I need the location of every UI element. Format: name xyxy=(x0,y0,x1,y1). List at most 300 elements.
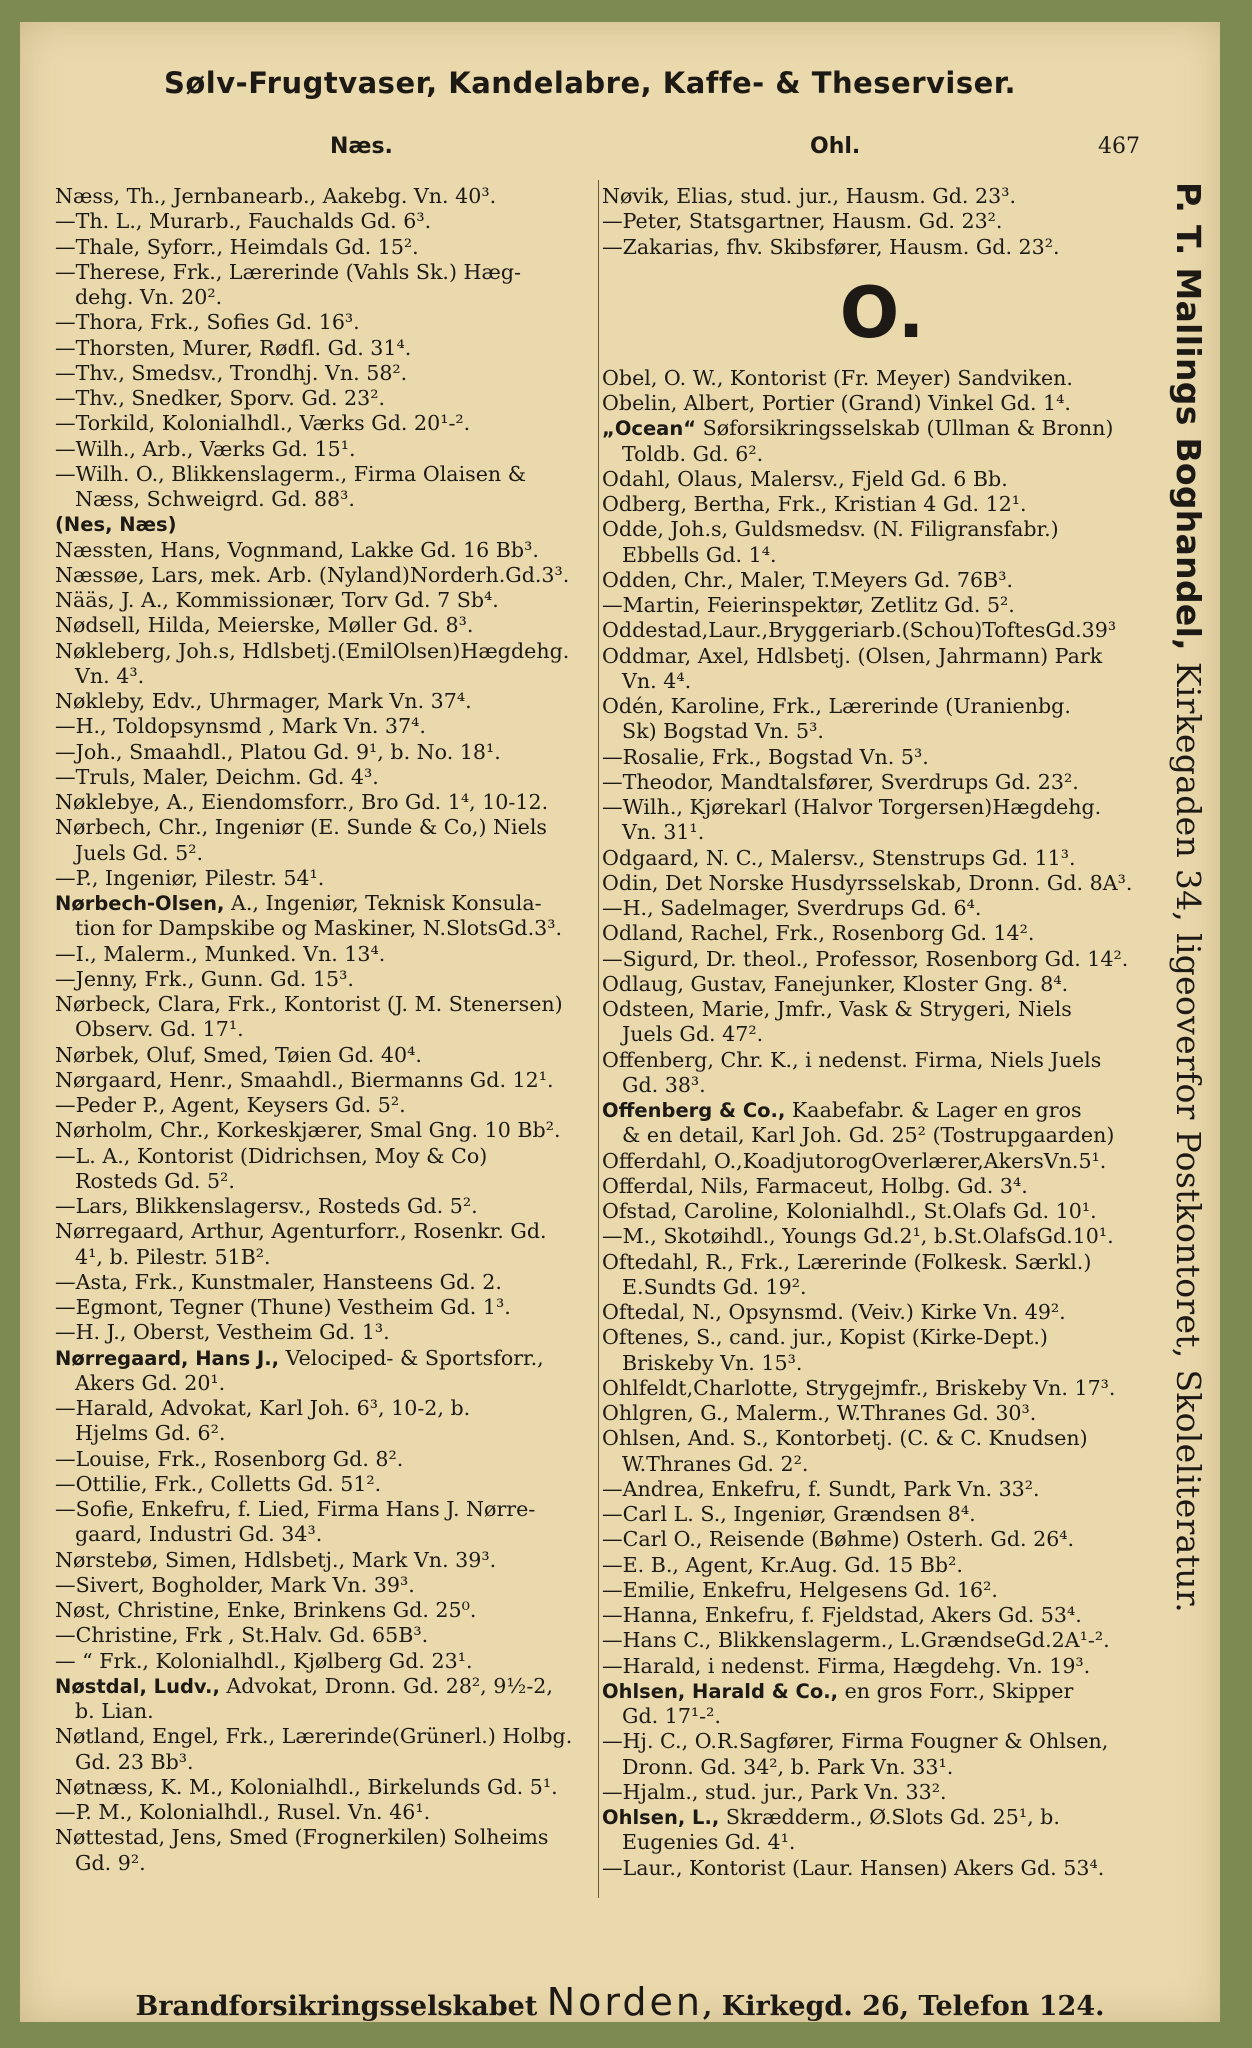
entry-line xyxy=(602,972,1068,996)
entry-text: —Carl L. S., Ingeniør, Grændsen 8⁴. xyxy=(602,1502,976,1526)
entry-line xyxy=(55,1093,406,1117)
entry-line xyxy=(55,942,385,966)
entry-text: —Laur., Kontorist (Laur. Hansen) Akers Gd. 53⁴. xyxy=(602,1855,1105,1880)
directory-entry xyxy=(55,1623,610,1648)
directory-entry xyxy=(602,871,1162,896)
entry-text: —H., Sadelmager, Sverdrups Gd. 6⁴. xyxy=(602,896,982,920)
entry-text: —Peder P., Agent, Keysers Gd. 5². xyxy=(55,1093,406,1117)
entry-line xyxy=(55,184,496,208)
directory-entry xyxy=(55,1775,610,1800)
directory-entry xyxy=(55,1295,610,1320)
entry-text: —Rosalie, Frk., Bogstad Vn. 5³. xyxy=(602,744,929,769)
directory-entry xyxy=(602,1553,1162,1578)
entry-continuation: Gd. 38³. xyxy=(622,1072,706,1097)
directory-entry xyxy=(602,1250,1162,1301)
entry-line xyxy=(602,1502,976,1526)
directory-entry xyxy=(602,1149,1162,1174)
entry-continuation: Sk) Bogstad Vn. 5³. xyxy=(622,719,824,744)
directory-entry xyxy=(55,1194,610,1219)
entry-line xyxy=(602,1250,1091,1274)
directory-entry xyxy=(55,1649,610,1674)
entry-text: Ohlsen, And. S., Kontorbetj. (C. & C. Knudsen) xyxy=(602,1426,1088,1451)
entry-text: —M., Skotøihdl., Youngs Gd.2¹, b.St.OlafsGd.10¹. xyxy=(602,1224,1114,1249)
entry-text: Nøvik, Elias, stud. jur., Hausm. Gd. 23³. xyxy=(602,184,1017,208)
directory-entry xyxy=(602,209,1162,234)
directory-entry xyxy=(55,1724,610,1775)
directory-entry xyxy=(55,588,610,613)
entry-bold-name: Nørregaard, Hans J., xyxy=(55,1346,280,1370)
entry-text: Nøtland, Engel, Frk., Lærerinde(Grünerl.) Holbg. xyxy=(55,1724,573,1749)
entry-line xyxy=(602,618,1116,642)
entry-line xyxy=(55,992,563,1016)
entry-text: —Torkild, Kolonialhdl., Værks Gd. 20¹-². xyxy=(55,411,471,436)
entry-text: —P., Ingeniør, Pilestr. 54¹. xyxy=(55,865,325,890)
section-letter: O. xyxy=(839,271,925,354)
directory-entry xyxy=(602,972,1162,997)
directory-entry xyxy=(55,209,610,234)
entry-text: — “ Frk., Kolonialhdl., Kjølberg Gd. 23¹. xyxy=(55,1648,473,1673)
entry-text: Velociped- & Sportsforr., xyxy=(279,1345,544,1370)
entry-text: Oddestad,Laur.,Bryggeriarb.(Schou)ToftesGd.39³ xyxy=(602,618,1117,643)
entry-line xyxy=(602,517,1059,541)
right-column xyxy=(602,184,1162,1881)
entry-line xyxy=(602,1325,1048,1349)
entry-text: Søforsikringsselskab (Ullman & Bronn) xyxy=(696,416,1114,441)
entry-line xyxy=(55,411,470,435)
directory-entry xyxy=(55,765,610,790)
entry-text: —Christine, Frk , St.Halv. Gd. 65B³. xyxy=(55,1623,429,1648)
entry-text: —Truls, Maler, Deichm. Gd. 4³. xyxy=(55,764,379,789)
entry-line xyxy=(55,1775,558,1799)
entry-line xyxy=(602,896,981,920)
directory-entry xyxy=(55,184,610,209)
entry-text: —Hjalm., stud. jur., Park Vn. 33². xyxy=(602,1779,947,1804)
directory-entry xyxy=(55,967,610,992)
entry-bold-name: Offenberg & Co., xyxy=(602,1099,786,1122)
entry-continuation: & en detail, Karl Joh. Gd. 25² (Tostrupgaarden) xyxy=(622,1123,1115,1148)
directory-entry xyxy=(602,694,1162,745)
entry-line xyxy=(602,871,1132,895)
directory-entry xyxy=(55,891,610,942)
entry-line xyxy=(602,1654,1090,1678)
entry-line xyxy=(55,512,177,536)
entry-text: Næssøe, Lars, mek. Arb. (Nyland)Norderh.Gd.3³. xyxy=(55,562,570,587)
directory-entry xyxy=(602,568,1162,593)
entry-line xyxy=(55,1724,572,1748)
entry-line xyxy=(55,714,426,738)
entry-line xyxy=(602,694,1071,718)
directory-entry xyxy=(602,795,1162,846)
entry-text: Nørbek, Oluf, Smed, Tøien Gd. 40⁴. xyxy=(55,1042,422,1067)
entry-line xyxy=(55,1194,478,1218)
entry-text: Nørholm, Chr., Korkeskjærer, Smal Gng. 10 Bb². xyxy=(55,1118,561,1143)
entry-line xyxy=(602,846,1076,870)
directory-entry xyxy=(55,740,610,765)
entry-text: Nørregaard, Arthur, Agenturforr., Rosenkr. Gd. xyxy=(55,1219,547,1244)
entry-line xyxy=(602,770,1079,794)
directory-entry xyxy=(602,1048,1162,1099)
directory-entry xyxy=(55,1800,610,1825)
entry-text: —Peter, Statsgartner, Hausm. Gd. 23². xyxy=(602,209,1003,234)
entry-continuation: Gd. 23 Bb³. xyxy=(75,1749,194,1774)
directory-entry xyxy=(602,1426,1162,1477)
entry-line xyxy=(602,209,1002,233)
directory-entry xyxy=(602,1603,1162,1628)
entry-line xyxy=(55,639,569,663)
entry-text: —Ottilie, Frk., Colletts Gd. 51². xyxy=(55,1471,382,1496)
directory-entry xyxy=(55,310,610,335)
entry-text: —Hanna, Enkefru, f. Fjeldstad, Akers Gd. 53⁴. xyxy=(602,1603,1082,1627)
entry-line xyxy=(602,1553,963,1577)
directory-entry xyxy=(602,1527,1162,1552)
entry-continuation: Juels Gd. 5². xyxy=(75,840,204,865)
directory-entry xyxy=(602,896,1162,921)
entry-text: —L. A., Kontorist (Didrichsen, Moy & Co) xyxy=(55,1143,488,1168)
directory-entry xyxy=(55,336,610,361)
directory-entry xyxy=(602,997,1162,1048)
entry-text: Nøklebye, A., Eiendomsforr., Bro Gd. 1⁴, 10-12. xyxy=(55,790,549,814)
entry-line xyxy=(602,1477,1040,1501)
entry-text: Obel, O. W., Kontorist (Fr. Meyer) Sandviken. xyxy=(602,365,1073,390)
entry-text: Næssten, Hans, Vognmand, Lakke Gd. 16 Bb³. xyxy=(55,537,539,562)
entry-line xyxy=(602,1224,1114,1248)
entry-continuation: Gd. 9². xyxy=(75,1850,146,1875)
entry-line xyxy=(602,1174,1028,1198)
entry-line xyxy=(602,644,1102,668)
entry-text: —Thv., Smedsv., Trondhj. Vn. 58². xyxy=(55,360,408,385)
directory-entry xyxy=(55,1447,610,1472)
entry-text: Odahl, Olaus, Malersv., Fjeld Gd. 6 Bb. xyxy=(602,466,1008,491)
directory-entry xyxy=(602,1805,1162,1856)
entry-line xyxy=(55,1598,476,1622)
directory-entry xyxy=(55,1598,610,1623)
entry-text: Nørstebø, Simen, Hdlsbetj., Mark Vn. 39³. xyxy=(55,1547,497,1572)
entry-line xyxy=(55,1447,403,1471)
entry-text: Offerdal, Nils, Farmaceut, Holbg. Gd. 3⁴. xyxy=(602,1173,1028,1198)
directory-entry xyxy=(602,1856,1162,1881)
running-head-right: Ohl. xyxy=(810,134,861,159)
entry-line xyxy=(602,1679,1073,1703)
directory-entry xyxy=(55,790,610,815)
entry-line xyxy=(602,1300,1066,1324)
directory-entry xyxy=(602,1477,1162,1502)
entry-line xyxy=(55,967,354,991)
directory-entry xyxy=(55,942,610,967)
entry-continuation: Toldb. Gd. 6². xyxy=(622,441,764,466)
entry-line xyxy=(55,235,419,259)
entry-text: Odgaard, N. C., Malersv., Stenstrups Gd. 11³. xyxy=(602,845,1076,870)
entry-line xyxy=(55,790,548,814)
entry-text: —Th. L., Murarb., Fauchalds Gd. 6³. xyxy=(55,209,432,234)
footer-part2: , Kirkegd. 26, Telefon 124. xyxy=(702,1991,1105,2022)
entry-continuation: Næss, Schweigrd. Gd. 88³. xyxy=(75,487,355,511)
entry-continuation: Hjelms Gd. 6². xyxy=(75,1421,226,1446)
side-ad-bold: P. T. Mallings Boghandel, xyxy=(1169,182,1208,652)
directory-entry xyxy=(55,462,610,513)
directory-entry xyxy=(602,467,1162,492)
directory-entry xyxy=(602,947,1162,972)
directory-entry xyxy=(55,563,610,588)
directory-entry xyxy=(602,184,1162,209)
entry-text: Odberg, Bertha, Frk., Kristian 4 Gd. 12¹. xyxy=(602,492,1027,516)
entry-line xyxy=(55,336,411,360)
entry-text: Nørbeck, Clara, Frk., Kontorist (J. M. Stenersen) xyxy=(55,992,563,1016)
entry-text: —Louise, Frk., Rosenborg Gd. 8². xyxy=(55,1446,404,1471)
entry-line xyxy=(602,1603,1082,1627)
directory-entry xyxy=(602,1376,1162,1401)
entry-text: —Thora, Frk., Sofies Gd. 16³. xyxy=(55,310,360,335)
entry-line xyxy=(55,1144,487,1168)
entry-line xyxy=(602,1199,1097,1223)
entry-text: —H. J., Oberst, Vestheim Gd. 1³. xyxy=(55,1320,390,1345)
directory-entry xyxy=(602,1224,1162,1249)
entry-text: en gros Forr., Skipper xyxy=(838,1678,1074,1703)
entry-text: Offenberg, Chr. K., i nedenst. Firma, Niels Juels xyxy=(602,1047,1102,1072)
entry-text: —Harald, i nedenst. Firma, Hægdehg. Vn. 19³. xyxy=(602,1653,1091,1678)
directory-entry xyxy=(55,1825,610,1876)
entry-line xyxy=(602,1149,1106,1173)
entry-line xyxy=(602,795,1101,819)
entry-text: —Thale, Syforr., Heimdals Gd. 15². xyxy=(55,234,419,259)
entry-text: Nørbech, Chr., Ingeniør (E. Sunde & Co,) Niels xyxy=(55,815,547,840)
entry-line xyxy=(602,1578,998,1602)
footer-part1: Brandforsikringsselskabet xyxy=(135,1991,547,2022)
entry-continuation: Ebbells Gd. 1⁴. xyxy=(622,542,777,567)
entry-line xyxy=(55,1548,496,1572)
entry-continuation: Gd. 17¹-². xyxy=(622,1704,721,1728)
entry-text: —Sofie, Enkefru, f. Lied, Firma Hans J. Nørre- xyxy=(55,1497,536,1521)
directory-entry xyxy=(55,1144,610,1195)
directory-entry xyxy=(602,1679,1162,1730)
entry-line xyxy=(55,462,526,486)
entry-text: —Wilh. O., Blikkenslagerm., Firma Olaisen & xyxy=(55,461,527,486)
entry-line xyxy=(602,416,1113,440)
entry-line xyxy=(602,184,1016,208)
entry-line xyxy=(55,538,539,562)
entry-line xyxy=(55,1825,548,1849)
entry-bold-name: Ohlsen, Harald & Co., xyxy=(602,1679,839,1703)
entry-line xyxy=(55,815,547,839)
entry-bold-name: Nørbech-Olsen, xyxy=(55,892,225,915)
entry-text: Odden, Chr., Maler, T.Meyers Gd. 76B³. xyxy=(602,567,1014,592)
entry-line xyxy=(55,1472,381,1496)
entry-text: Ohlgren, G., Malerm., W.Thranes Gd. 30³. xyxy=(602,1401,1037,1425)
footer-norden: Norden xyxy=(546,1980,703,2024)
directory-entry xyxy=(602,618,1162,643)
entry-line xyxy=(602,947,1128,971)
directory-entry xyxy=(602,1578,1162,1603)
entry-text: —Sivert, Bogholder, Mark Vn. 39³. xyxy=(55,1572,415,1597)
entry-line xyxy=(602,1628,1110,1652)
side-advertisement xyxy=(1169,182,1208,1613)
entry-line xyxy=(55,437,356,461)
directory-entry xyxy=(55,1396,610,1447)
entry-text: Odsteen, Marie, Jmfr., Vask & Strygeri, Niels xyxy=(602,997,1072,1021)
directory-entry xyxy=(602,644,1162,695)
entry-continuation: 4¹, b. Pilestr. 51B². xyxy=(75,1244,271,1269)
directory-entry xyxy=(602,1174,1162,1199)
entry-text: Ohlfeldt,Charlotte, Strygejmfr., Briskeby Vn. 17³. xyxy=(602,1375,1116,1400)
directory-entry xyxy=(55,1270,610,1295)
entry-text: —Wilh., Kjørekarl (Halvor Torgersen)Hægdehg. xyxy=(602,795,1102,819)
entry-line xyxy=(602,745,929,769)
running-head-left: Næs. xyxy=(330,134,393,159)
entry-line xyxy=(55,1623,428,1647)
directory-entry xyxy=(602,492,1162,517)
entry-continuation: E.Sundts Gd. 19². xyxy=(622,1274,807,1299)
entry-continuation: Juels Gd. 47². xyxy=(622,1022,764,1047)
entry-continuation: Dronn. Gd. 34², b. Park Vn. 33¹. xyxy=(622,1754,954,1779)
entry-continuation: gaard, Industri Gd. 34³. xyxy=(75,1522,323,1547)
directory-entry xyxy=(602,1654,1162,1679)
entry-text: —Thv., Snedker, Sporv. Gd. 23². xyxy=(55,386,386,410)
entry-line xyxy=(55,386,385,410)
directory-entry xyxy=(602,593,1162,618)
left-column xyxy=(55,184,610,1876)
entry-text: —Egmont, Tegner (Thune) Vestheim Gd. 1³. xyxy=(55,1295,511,1319)
side-ad-text: Kirkegaden 34, ligeoverfor Postkontoret, Skoleliteratur. xyxy=(1169,651,1208,1613)
entry-text: Oftedal, N., Opsynsmd. (Veiv.) Kirke Vn. 49². xyxy=(602,1300,1066,1324)
entry-line xyxy=(55,1219,547,1243)
directory-entry xyxy=(55,411,610,436)
directory-entry xyxy=(55,1497,610,1548)
entry-line xyxy=(55,588,499,612)
entry-text: —I., Malerm., Munked. Vn. 13⁴. xyxy=(55,941,386,966)
entry-text: Advokat, Dronn. Gd. 28², 9½-2, xyxy=(219,1673,553,1698)
directory-entry xyxy=(55,538,610,563)
right-column-main xyxy=(602,366,1162,1881)
entry-text: —H., Toldopsynsmd , Mark Vn. 37⁴. xyxy=(55,714,426,739)
entry-text: Nøkleby, Edv., Uhrmager, Mark Vn. 37⁴. xyxy=(55,689,472,713)
entry-text: —Asta, Frk., Kunstmaler, Hansteens Gd. 2. xyxy=(55,1269,502,1294)
entry-continuation: Vn. 31¹. xyxy=(622,820,705,845)
directory-entry xyxy=(55,1472,610,1497)
entry-text: —Jenny, Frk., Gunn. Gd. 15³. xyxy=(55,966,354,991)
entry-line xyxy=(602,568,1013,592)
entry-text: —Carl O., Reisende (Bøhme) Osterh. Gd. 26⁴. xyxy=(602,1527,1075,1552)
directory-entry xyxy=(602,1325,1162,1376)
page-number: 467 xyxy=(1098,134,1140,159)
entry-text: Skrædderm., Ø.Slots Gd. 25¹, b. xyxy=(719,1805,1060,1829)
entry-line xyxy=(602,492,1027,516)
entry-line xyxy=(602,593,1015,617)
directory-entry xyxy=(55,512,610,537)
entry-text: —Emilie, Enkefru, Helgesens Gd. 16². xyxy=(602,1577,998,1602)
entry-text: —Andrea, Enkefru, f. Sundt, Park Vn. 33². xyxy=(602,1476,1040,1501)
entry-line xyxy=(55,1497,535,1521)
directory-entry xyxy=(602,1502,1162,1527)
directory-entry xyxy=(55,1068,610,1093)
entry-line xyxy=(602,391,1071,415)
entry-text: Offerdahl, O.,KoadjutorogOverlærer,AkersVn.5¹. xyxy=(602,1148,1107,1173)
directory-entry xyxy=(55,714,610,739)
entry-text: Obelin, Albert, Portier (Grand) Vinkel Gd. 1⁴. xyxy=(602,391,1071,415)
directory-entry xyxy=(602,1199,1162,1224)
directory-entry xyxy=(55,1674,610,1725)
entry-line xyxy=(55,310,360,334)
entry-bold-name: Ohlsen, L., xyxy=(602,1806,720,1829)
entry-line xyxy=(602,366,1073,390)
entry-continuation: Briskeby Vn. 15³. xyxy=(622,1350,803,1375)
entry-line xyxy=(602,1805,1060,1829)
entry-line xyxy=(602,1780,947,1804)
directory-entry xyxy=(602,517,1162,568)
entry-bold-name: „Ocean“ xyxy=(602,417,697,441)
top-banner: Sølv-Frugtvaser, Kandelabre, Kaffe- & Theserviser. xyxy=(164,66,1016,100)
directory-entry xyxy=(55,361,610,386)
entry-text: Nøkleberg, Joh.s, Hdlsbetj.(EmilOlsen)Hægdehg. xyxy=(55,638,570,663)
entry-line xyxy=(602,921,1034,945)
directory-entry xyxy=(55,260,610,311)
entry-text: Nøst, Christine, Enke, Brinkens Gd. 25⁰. xyxy=(55,1598,477,1622)
entry-line xyxy=(602,1527,1074,1551)
entry-text: Odlaug, Gustav, Fanejunker, Kloster Gng. 8⁴. xyxy=(602,971,1069,996)
directory-entry xyxy=(602,921,1162,946)
column-divider xyxy=(598,180,599,1898)
entry-text: Nøttestad, Jens, Smed (Frognerkilen) Solheims xyxy=(55,1825,549,1850)
directory-entry xyxy=(55,815,610,866)
entry-line xyxy=(55,613,473,637)
entry-bold-name: (Nes, Næs) xyxy=(55,513,177,537)
entry-text: Kaabefabr. & Lager en gros xyxy=(785,1098,1082,1122)
entry-text: —Therese, Frk., Lærerinde (Vahls Sk.) Hæg- xyxy=(55,259,522,284)
entry-line xyxy=(55,1118,561,1142)
directory-entry xyxy=(602,391,1162,416)
entry-text: —Hj. C., O.R.Sagfører, Firma Fougner & Ohlsen, xyxy=(602,1729,1109,1754)
entry-text: Odland, Rachel, Frk., Rosenborg Gd. 14². xyxy=(602,921,1035,946)
directory-entry xyxy=(55,1346,610,1397)
entry-text: Odde, Joh.s, Guldsmedsv. (N. Filigransfabr.) xyxy=(602,517,1059,542)
directory-entry xyxy=(55,639,610,690)
directory-entry xyxy=(55,1573,610,1598)
entry-continuation: Observ. Gd. 17¹. xyxy=(75,1017,244,1042)
directory-entry xyxy=(602,1098,1162,1149)
entry-line xyxy=(55,1649,473,1673)
entry-text: —Joh., Smaahdl., Platou Gd. 9¹, b. No. 18¹. xyxy=(55,739,501,764)
entry-text: —Thorsten, Murer, Rødfl. Gd. 31⁴. xyxy=(55,335,412,360)
entry-continuation: dehg. Vn. 20². xyxy=(75,285,223,309)
entry-bold-name: Nøstdal, Ludv., xyxy=(55,1674,220,1698)
entry-line xyxy=(55,765,379,789)
directory-entry xyxy=(602,846,1162,871)
entry-line xyxy=(55,1043,422,1067)
directory-entry xyxy=(602,745,1162,770)
directory-entry xyxy=(55,1043,610,1068)
entry-text: Odin, Det Norske Husdyrsselskab, Dronn. Gd. 8A³. xyxy=(602,870,1133,895)
entry-line xyxy=(602,1376,1115,1400)
entry-line xyxy=(602,1098,1082,1122)
entry-line xyxy=(55,1320,390,1344)
entry-continuation: Rosteds Gd. 5². xyxy=(75,1168,235,1193)
entry-continuation: W.Thranes Gd. 2². xyxy=(622,1451,809,1476)
directory-entry xyxy=(602,1780,1162,1805)
directory-entry xyxy=(55,992,610,1043)
entry-continuation: Vn. 4³. xyxy=(75,663,145,688)
entry-text: Nørgaard, Henr., Smaahdl., Biermanns Gd. 12¹. xyxy=(55,1067,554,1092)
entry-text: —Lars, Blikkenslagersv., Rosteds Gd. 5². xyxy=(55,1194,478,1218)
directory-entry xyxy=(602,1401,1162,1426)
entry-text: Odén, Karoline, Frk., Lærerinde (Uranienbg. xyxy=(602,694,1071,718)
directory-entry xyxy=(602,1729,1162,1780)
entry-text: Nääs, J. A., Kommissionær, Torv Gd. 7 Sb⁴. xyxy=(55,588,499,612)
entry-text: —Zakarias, fhv. Skibsfører, Hausm. Gd. 23². xyxy=(602,234,1060,259)
bottom-banner xyxy=(60,1980,1180,2024)
entry-line xyxy=(55,1396,470,1420)
entry-line xyxy=(55,260,521,284)
directory-entry xyxy=(602,770,1162,795)
directory-entry xyxy=(55,235,610,260)
entry-continuation: Eugenies Gd. 4¹. xyxy=(622,1830,796,1855)
